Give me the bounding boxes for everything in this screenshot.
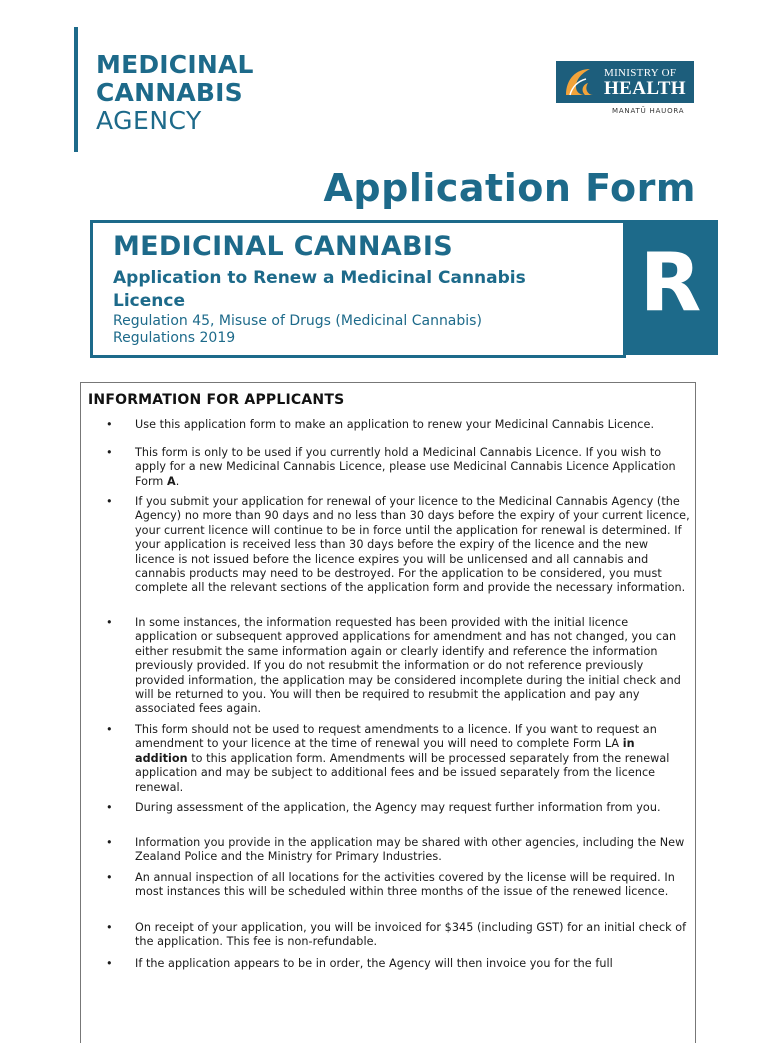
bullet-text: If the application appears to be in order, the Agency will then invoice you for the full xyxy=(135,957,613,970)
bullet-text-end: to this application form. Amendments will be processed separately from the renewal application and may be subject to additional fees and be issued separately from the licence renewal. xyxy=(135,751,670,794)
information-heading: INFORMATION FOR APPLICANTS xyxy=(88,392,345,408)
bullet-glyph: • xyxy=(106,871,113,884)
logo-line-2: CANNABIS xyxy=(96,78,243,107)
bullet-text: Information you provide in the application may be shared with other agencies, including the New Zealand Police and the Ministry for Primary Industries. xyxy=(135,836,685,864)
logo-line-3: AGENCY xyxy=(96,106,202,135)
bullet-text-end: . xyxy=(175,474,180,488)
ministry-subtitle: MANATŪ HAUORA xyxy=(612,107,685,115)
bullet-text xyxy=(135,723,691,795)
ministry-line-1: MINISTRY OF xyxy=(604,67,677,79)
bullet-text-part: This form should not be used to request amendments to a licence. If you want to request an amendment to your licence at the time of renewal you will need to complete Form LA xyxy=(135,723,657,751)
bullet-text: On receipt of your application, you will be invoiced for $345 (including GST) for an initial check of the application. This fee is non-refundable. xyxy=(135,921,687,949)
bullet-glyph: • xyxy=(106,418,113,431)
bullet-text: During assessment of the application, the Agency may request further information from you. xyxy=(135,801,661,814)
bullet-glyph: • xyxy=(106,495,113,508)
information-section xyxy=(80,382,696,1043)
form-letter-badge xyxy=(623,220,718,355)
form-title-box xyxy=(90,220,626,358)
koru-icon xyxy=(562,65,596,99)
bullet-text: If you submit your application for renewal of your licence to the Medicinal Cannabis Agency (the Agency) no more than 90 days and no less than 30 days before the expiry of your current licence, your current licence will continue to be in force until the application for renewal is determined. If your application is received less than 30 days before the expiry of the licence and the new licence is not issued before the licence expires you will be unlicensed and all cannabis and cannabis products may need to be destroyed. For the application to be considered, you must complete all the relevant sections of the application form and provide the necessary information. xyxy=(135,495,690,595)
ministry-of-health-logo xyxy=(556,61,694,103)
bullet-glyph: • xyxy=(106,921,113,934)
form-regulation: Regulation 45, Misuse of Drugs (Medicinal Cannabis) Regulations 2019 xyxy=(113,313,482,346)
form-subtitle: Application to Renew a Medicinal Cannabis Licence xyxy=(113,268,526,311)
bullet-text-bold: in addition xyxy=(135,737,635,765)
bullet-glyph: • xyxy=(106,723,113,736)
bullet-glyph: • xyxy=(106,616,113,629)
logo-line-1: MEDICINAL xyxy=(96,50,254,79)
form-title: MEDICINAL CANNABIS xyxy=(113,231,453,262)
ministry-line-2: HEALTH xyxy=(604,78,686,99)
page-title: Application Form xyxy=(323,166,696,210)
bullet-glyph: • xyxy=(106,801,113,814)
bullet-text: Use this application form to make an application to renew your Medicinal Cannabis Licence. xyxy=(135,418,655,431)
medicinal-cannabis-agency-logo xyxy=(96,51,254,135)
bullet-text: An annual inspection of all locations for the activities covered by the license will be required. In most instances this will be scheduled within three months of the issue of the renewed licence. xyxy=(135,871,675,899)
form-letter: R xyxy=(639,236,702,329)
bullet-text-part: This form is only to be used if you currently hold a Medicinal Cannabis Licence. If you wish to apply for a new Medicinal Cannabis Licence, please use Medicinal Cannabis Licence Application Form xyxy=(135,446,676,488)
bullet-glyph: • xyxy=(106,957,113,970)
bullet-text xyxy=(135,446,691,489)
bullet-glyph: • xyxy=(106,446,113,459)
logo-divider-bar xyxy=(74,27,78,152)
bullet-glyph: • xyxy=(106,836,113,849)
bullet-text-bold: A xyxy=(167,474,176,488)
bullet-text: In some instances, the information requested has been provided with the initial licence application or subsequent approved applications for amendment and has not changed, you can either resubmit the same information again or clearly identify and reference the information previously provided. If you do not resubmit the information or do not reference previously provided information, the application may be considered incomplete during the initial check and will be returned to you. You will then be required to resubmit the application and pay any associated fees again. xyxy=(135,616,681,716)
